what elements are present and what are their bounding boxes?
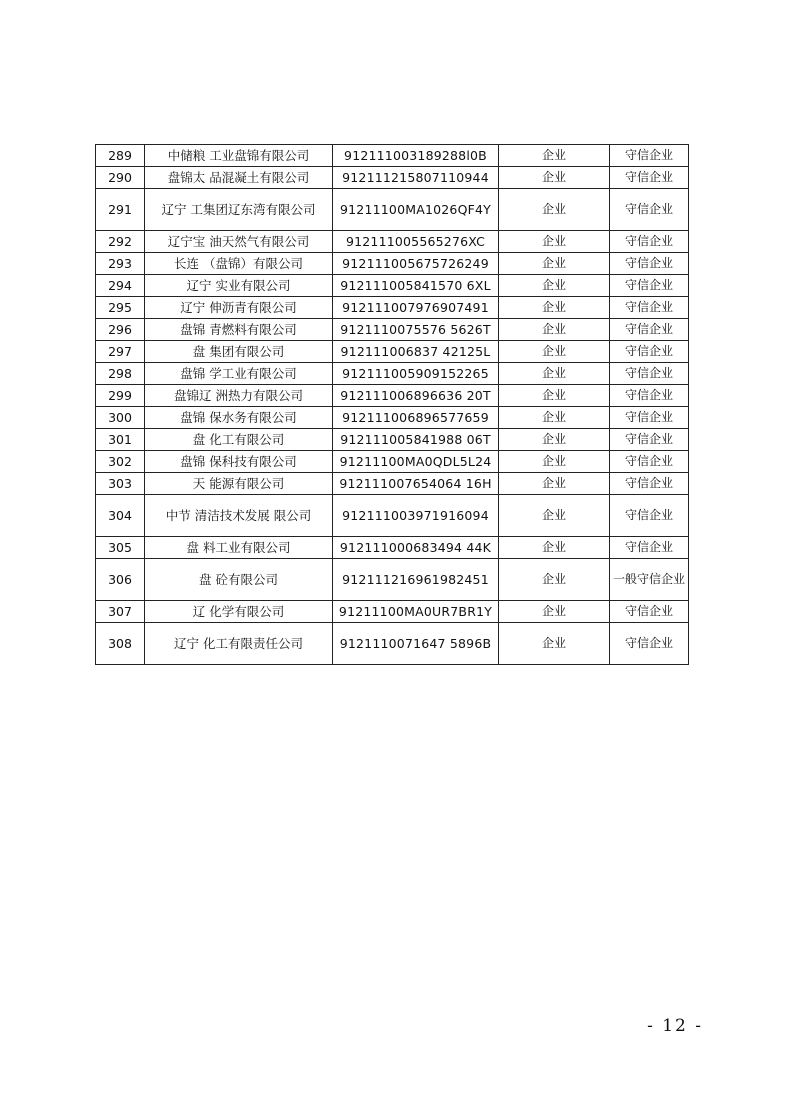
credit-code: 912111005675726249 xyxy=(333,253,499,275)
entity-type: 企业 xyxy=(499,253,610,275)
row-number: 296 xyxy=(96,319,145,341)
entity-type: 企业 xyxy=(499,189,610,231)
page-number: - 12 - xyxy=(647,1016,703,1036)
entity-type: 企业 xyxy=(499,451,610,473)
credit-rating: 守信企业 xyxy=(610,189,689,231)
entity-type: 企业 xyxy=(499,385,610,407)
credit-rating: 守信企业 xyxy=(610,429,689,451)
credit-rating: 守信企业 xyxy=(610,297,689,319)
entity-type: 企业 xyxy=(499,341,610,363)
credit-rating: 守信企业 xyxy=(610,473,689,495)
company-name: 盘锦 保科技有限公司 xyxy=(145,451,333,473)
row-number: 300 xyxy=(96,407,145,429)
entity-type: 企业 xyxy=(499,559,610,601)
table-row xyxy=(96,385,689,407)
row-number: 289 xyxy=(96,145,145,167)
table-row xyxy=(96,623,689,665)
entity-type: 企业 xyxy=(499,407,610,429)
credit-rating: 守信企业 xyxy=(610,319,689,341)
table-row xyxy=(96,559,689,601)
credit-rating: 守信企业 xyxy=(610,407,689,429)
table-row xyxy=(96,473,689,495)
table-row xyxy=(96,363,689,385)
credit-rating: 守信企业 xyxy=(610,167,689,189)
entity-type: 企业 xyxy=(499,275,610,297)
company-name: 盘锦辽 洲热力有限公司 xyxy=(145,385,333,407)
credit-rating: 守信企业 xyxy=(610,623,689,665)
company-name: 盘锦 青燃料有限公司 xyxy=(145,319,333,341)
entity-type: 企业 xyxy=(499,429,610,451)
company-name: 盘锦太 品混凝土有限公司 xyxy=(145,167,333,189)
credit-code: 9121110075576 5626T xyxy=(333,319,499,341)
table-row xyxy=(96,319,689,341)
row-number: 299 xyxy=(96,385,145,407)
credit-rating: 守信企业 xyxy=(610,537,689,559)
credit-code: 912111216961982451 xyxy=(333,559,499,601)
entity-type: 企业 xyxy=(499,145,610,167)
row-number: 301 xyxy=(96,429,145,451)
credit-rating: 守信企业 xyxy=(610,495,689,537)
credit-code: 912111215807110944 xyxy=(333,167,499,189)
row-number: 293 xyxy=(96,253,145,275)
entity-type: 企业 xyxy=(499,537,610,559)
table-row xyxy=(96,451,689,473)
row-number: 304 xyxy=(96,495,145,537)
credit-rating: 一般守信企业 xyxy=(610,559,689,601)
credit-code: 912111006896636 20T xyxy=(333,385,499,407)
company-name: 盘 砼有限公司 xyxy=(145,559,333,601)
row-number: 291 xyxy=(96,189,145,231)
company-name: 盘 集团有限公司 xyxy=(145,341,333,363)
company-name: 盘 化工有限公司 xyxy=(145,429,333,451)
company-name: 长连 （盘锦）有限公司 xyxy=(145,253,333,275)
row-number: 307 xyxy=(96,601,145,623)
credit-code: 912111000683494 44K xyxy=(333,537,499,559)
row-number: 302 xyxy=(96,451,145,473)
table-row xyxy=(96,495,689,537)
company-name: 中节 清洁技术发展 限公司 xyxy=(145,495,333,537)
entity-type: 企业 xyxy=(499,297,610,319)
company-name: 盘锦 保水务有限公司 xyxy=(145,407,333,429)
credit-code: 91211100MA0QDL5L24 xyxy=(333,451,499,473)
entity-type: 企业 xyxy=(499,363,610,385)
table-row xyxy=(96,189,689,231)
credit-rating: 守信企业 xyxy=(610,145,689,167)
company-name: 盘 料工业有限公司 xyxy=(145,537,333,559)
table-row xyxy=(96,145,689,167)
table-row xyxy=(96,297,689,319)
company-name: 辽宁 伸沥青有限公司 xyxy=(145,297,333,319)
credit-rating: 守信企业 xyxy=(610,451,689,473)
table-row xyxy=(96,429,689,451)
credit-code: 912111003189288l0B xyxy=(333,145,499,167)
company-name: 中储粮 工业盘锦有限公司 xyxy=(145,145,333,167)
entity-type: 企业 xyxy=(499,231,610,253)
row-number: 308 xyxy=(96,623,145,665)
row-number: 303 xyxy=(96,473,145,495)
entity-type: 企业 xyxy=(499,167,610,189)
row-number: 297 xyxy=(96,341,145,363)
credit-code: 912111005909152265 xyxy=(333,363,499,385)
credit-code: 912111007654064 16H xyxy=(333,473,499,495)
entity-type: 企业 xyxy=(499,319,610,341)
credit-code: 912111006896577659 xyxy=(333,407,499,429)
company-name: 盘锦 学工业有限公司 xyxy=(145,363,333,385)
entity-type: 企业 xyxy=(499,623,610,665)
table-row xyxy=(96,601,689,623)
credit-rating: 守信企业 xyxy=(610,385,689,407)
entity-type: 企业 xyxy=(499,601,610,623)
credit-rating: 守信企业 xyxy=(610,341,689,363)
credit-code: 91211100MA0UR7BR1Y xyxy=(333,601,499,623)
table-row xyxy=(96,231,689,253)
company-name: 天 能源有限公司 xyxy=(145,473,333,495)
credit-code: 91211100MA1026QF4Y xyxy=(333,189,499,231)
table-body xyxy=(96,145,689,665)
row-number: 294 xyxy=(96,275,145,297)
row-number: 290 xyxy=(96,167,145,189)
table-row xyxy=(96,167,689,189)
credit-code: 912111005841988 06T xyxy=(333,429,499,451)
company-name: 辽宁 工集团辽东湾有限公司 xyxy=(145,189,333,231)
credit-code: 912111007976907491 xyxy=(333,297,499,319)
credit-rating: 守信企业 xyxy=(610,363,689,385)
company-name: 辽 化学有限公司 xyxy=(145,601,333,623)
table-row xyxy=(96,341,689,363)
credit-code: 912111005565276XC xyxy=(333,231,499,253)
credit-rating: 守信企业 xyxy=(610,275,689,297)
table-row xyxy=(96,275,689,297)
credit-rating: 守信企业 xyxy=(610,253,689,275)
entity-type: 企业 xyxy=(499,473,610,495)
credit-rating: 守信企业 xyxy=(610,231,689,253)
row-number: 305 xyxy=(96,537,145,559)
table-row xyxy=(96,537,689,559)
enterprise-credit-table xyxy=(95,144,689,665)
table-row xyxy=(96,407,689,429)
credit-code: 9121110071647 5896B xyxy=(333,623,499,665)
company-name: 辽宁 化工有限责任公司 xyxy=(145,623,333,665)
row-number: 292 xyxy=(96,231,145,253)
company-name: 辽宁 实业有限公司 xyxy=(145,275,333,297)
row-number: 295 xyxy=(96,297,145,319)
row-number: 306 xyxy=(96,559,145,601)
row-number: 298 xyxy=(96,363,145,385)
table-row xyxy=(96,253,689,275)
credit-rating: 守信企业 xyxy=(610,601,689,623)
company-name: 辽宁宝 油天然气有限公司 xyxy=(145,231,333,253)
entity-type: 企业 xyxy=(499,495,610,537)
credit-code: 912111006837 42125L xyxy=(333,341,499,363)
credit-code: 912111005841570 6XL xyxy=(333,275,499,297)
credit-code: 912111003971916094 xyxy=(333,495,499,537)
